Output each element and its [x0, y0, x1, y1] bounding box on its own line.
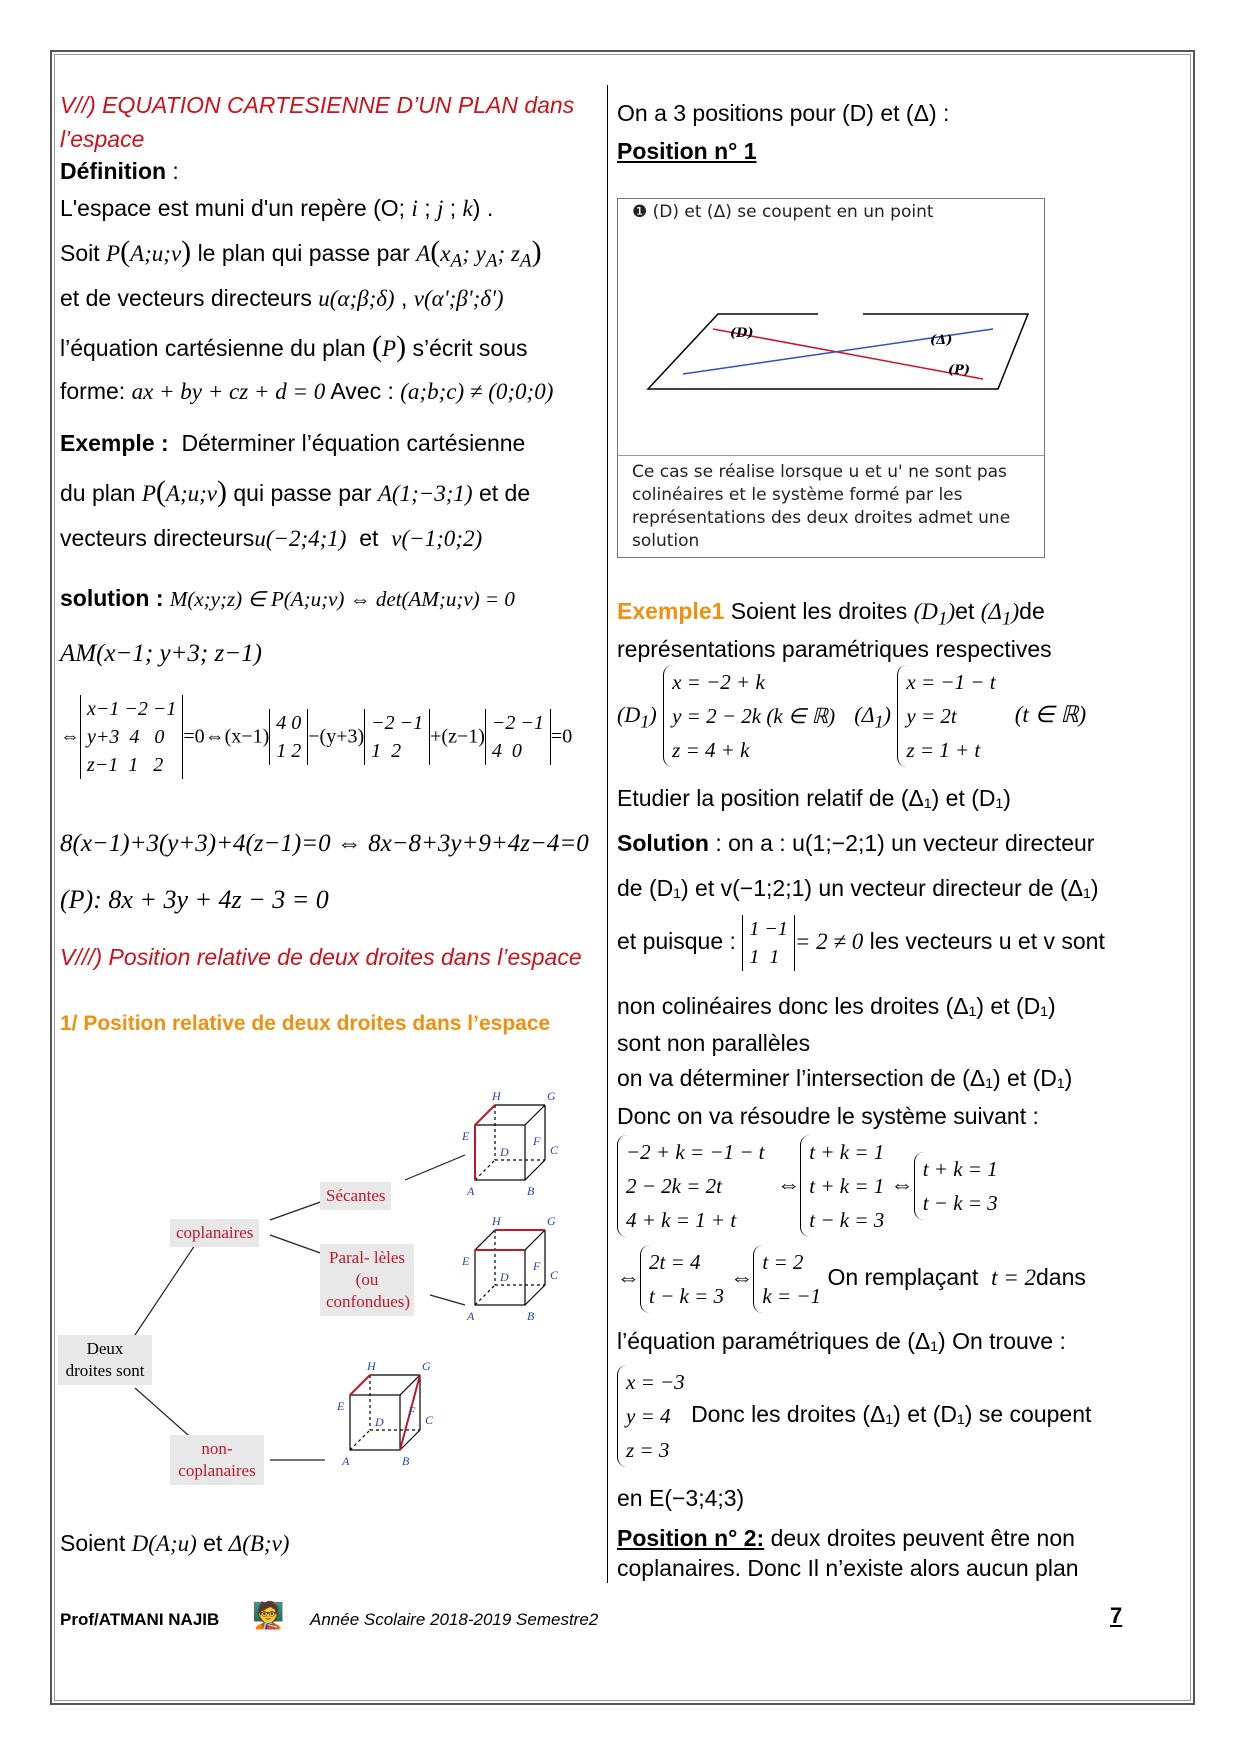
- label-D: (D): [730, 326, 754, 341]
- example-line3: vecteurs directeursu(−2;4;1) et v(−1;0;2): [60, 525, 483, 551]
- position1-caption: Ce cas se réalise lorsque u et u' ne sont pas colinéaires et le système formé par les représentations des deux droites admet une solution: [632, 462, 1011, 551]
- svg-text:H: H: [492, 1214, 501, 1228]
- example-line1: Exemple : Déterminer l’équation cartésienne: [60, 430, 526, 456]
- section5-title: V//) EQUATION CARTESIENNE D’UN PLAN dans l’espace: [60, 92, 575, 152]
- sol-line7: Donc on va résoudre le système suivant :: [617, 1103, 1039, 1129]
- expand-line: 8(x−1)+3(y+3)+4(z−1)=0 ⇔ 8x−8+3y+9+4z−4=0: [60, 830, 589, 857]
- param-line: l’équation paramétriques de (Δ₁) On trouve :: [617, 1328, 1066, 1354]
- svg-text:E: E: [337, 1399, 345, 1413]
- point-E: en E(−3;4;3): [617, 1485, 745, 1511]
- position2-line: Position n° 2: deux droites peuvent être non: [617, 1525, 1075, 1551]
- sol-line5: sont non parallèles: [617, 1030, 811, 1056]
- positions-line: On a 3 positions pour (D) et (Δ) :: [617, 100, 950, 126]
- ex1-line2: représentations paramétriques respectives: [617, 636, 1052, 662]
- def-line4: l’équation cartésienne du plan (P) s’écrit sous: [60, 330, 528, 363]
- svg-text:G: G: [547, 1089, 556, 1103]
- ex1-line1: Exemple1 Soient les droites $(D_1)et$ $(\Delta_1)de$: [617, 598, 1045, 630]
- study-line: Etudier la position relatif de (Δ₁) et (D₁): [617, 785, 1011, 811]
- def-line1: L'espace est muni d'un repère (O; i ; j ; k) .: [60, 195, 494, 221]
- diagram-secantes: Sécantes: [320, 1182, 391, 1210]
- svg-text:A: A: [467, 1309, 475, 1323]
- svg-text:C: C: [425, 1413, 434, 1427]
- determinant-expansion: ⇔x−1 −2 −1 y+3 4 0 z−1 1 2=0⇔(x−1)4 0 1 2−(y+3)−2 −1 1 2+(z−1)−2 −1 4 0=0: [60, 695, 572, 779]
- sol-line2: de (D₁) et v(−1;2;1) un vecteur directeur de (Δ₁): [617, 875, 1099, 901]
- svg-text:F: F: [408, 1404, 416, 1418]
- svg-text:G: G: [422, 1359, 431, 1373]
- svg-text:F: F: [533, 1134, 541, 1148]
- svg-text:E: E: [462, 1129, 470, 1143]
- definition-label: Définition: [60, 158, 167, 184]
- sol-line3: et puisque : 1 −1 1 1= 2 ≠ 0 les vecteurs u et v sont: [617, 915, 1105, 971]
- label-P: (P): [948, 363, 971, 378]
- author-figure-icon: 🧑‍🏫: [252, 1600, 285, 1630]
- def-line2: Soit P(A;u;v) le plan qui passe par $A(x_A$; $y_A$; $z_A$): [60, 235, 542, 272]
- column-divider: [607, 85, 608, 1583]
- svg-text:C: C: [550, 1268, 559, 1282]
- example-line2: du plan P(A;u;v) qui passe par A(1;−3;1) et de: [60, 475, 531, 508]
- footer-year: Année Scolaire 2018-2019 Semestre2: [310, 1610, 599, 1629]
- position1-header: ❶ (D) et (Δ) se coupent en un point: [632, 202, 934, 222]
- sol-line1: Solution : on a : u(1;−2;1) un vecteur directeur: [617, 830, 1095, 856]
- section6-title: V///) Position relative de deux droites dans l’espace: [60, 944, 582, 970]
- page-number: 7: [1110, 1603, 1123, 1628]
- svg-text:D: D: [500, 1145, 509, 1159]
- diagram-coplanaires: coplanaires: [170, 1219, 259, 1247]
- svg-text:B: B: [527, 1309, 535, 1323]
- svg-text:A: A: [467, 1184, 475, 1198]
- svg-text:A: A: [342, 1454, 350, 1468]
- solution-point-system: x = −3 y = 4 z = 3 Donc les droites (Δ₁) et (D₁) se coupent: [617, 1365, 1091, 1467]
- sol-line4: non colinéaires donc les droites (Δ₁) et (D₁): [617, 993, 1056, 1019]
- subsection-title: 1/ Position relative de deux droites dans l’espace: [60, 1012, 551, 1035]
- diagram-root: Deux droites sont: [58, 1335, 152, 1385]
- diagram-non-coplanaires: non- coplanaires: [170, 1435, 264, 1485]
- svg-text:B: B: [402, 1454, 410, 1468]
- position1-figure: [617, 198, 1045, 558]
- def-line5: forme: ax + by + cz + d = 0 Avec : (a;b;c) ≠ (0;0;0): [60, 378, 554, 404]
- svg-text:F: F: [533, 1259, 541, 1273]
- am-vector: AM(x−1; y+3; z−1): [60, 640, 262, 667]
- def-line3: et de vecteurs directeurs u(α;β;δ) , v(α';β';δ'): [60, 285, 504, 311]
- svg-text:H: H: [367, 1359, 376, 1373]
- svg-text:G: G: [547, 1214, 556, 1228]
- solve-systems-2: ⇔2t = 4 t − k = 3 ⇔t = 2 k = −1 On remplaçant t = 2dans: [617, 1245, 1086, 1313]
- position1-title: Position n° 1: [617, 138, 757, 164]
- label-Delta: (Δ): [930, 333, 953, 348]
- sol-line6: on va déterminer l’intersection de (Δ₁) et (D₁): [617, 1065, 1073, 1091]
- solution-line: solution : M(x;y;z) ∈ P(A;u;v) ⇔ det(AM;u;v) = 0: [60, 585, 515, 611]
- svg-text:C: C: [550, 1143, 559, 1157]
- position2-line2: coplanaires. Donc Il n’existe alors aucun plan: [617, 1555, 1079, 1581]
- footer-author: Prof/ATMANI NAJIB: [60, 1610, 220, 1629]
- svg-text:D: D: [375, 1415, 384, 1429]
- solve-systems-1: −2 + k = −1 − t 2 − 2k = 2t 4 + k = 1 + t ⇔t + k = 1 t + k = 1 t − k = 3 ⇔t + k = 1 t − k = 3: [617, 1135, 998, 1237]
- diagram-paralleles: Paral- lèles (ou confondues): [320, 1244, 414, 1316]
- svg-text:H: H: [492, 1089, 501, 1103]
- svg-text:D: D: [500, 1270, 509, 1284]
- svg-text:B: B: [527, 1184, 535, 1198]
- param-systems: $(D_1) x = -2 + k$ y = 2 − 2k (k ∈ ℝ) z = 4 + k $(\Delta_1) x = -1 - t$ y = 2t z = 1 + t (t ∈ ℝ): [617, 665, 1086, 767]
- soient-line: Soient D(A;u) et Δ(B;v): [60, 1530, 290, 1556]
- plane-result: (P): 8x + 3y + 4z − 3 = 0: [60, 885, 329, 914]
- svg-text:E: E: [462, 1254, 470, 1268]
